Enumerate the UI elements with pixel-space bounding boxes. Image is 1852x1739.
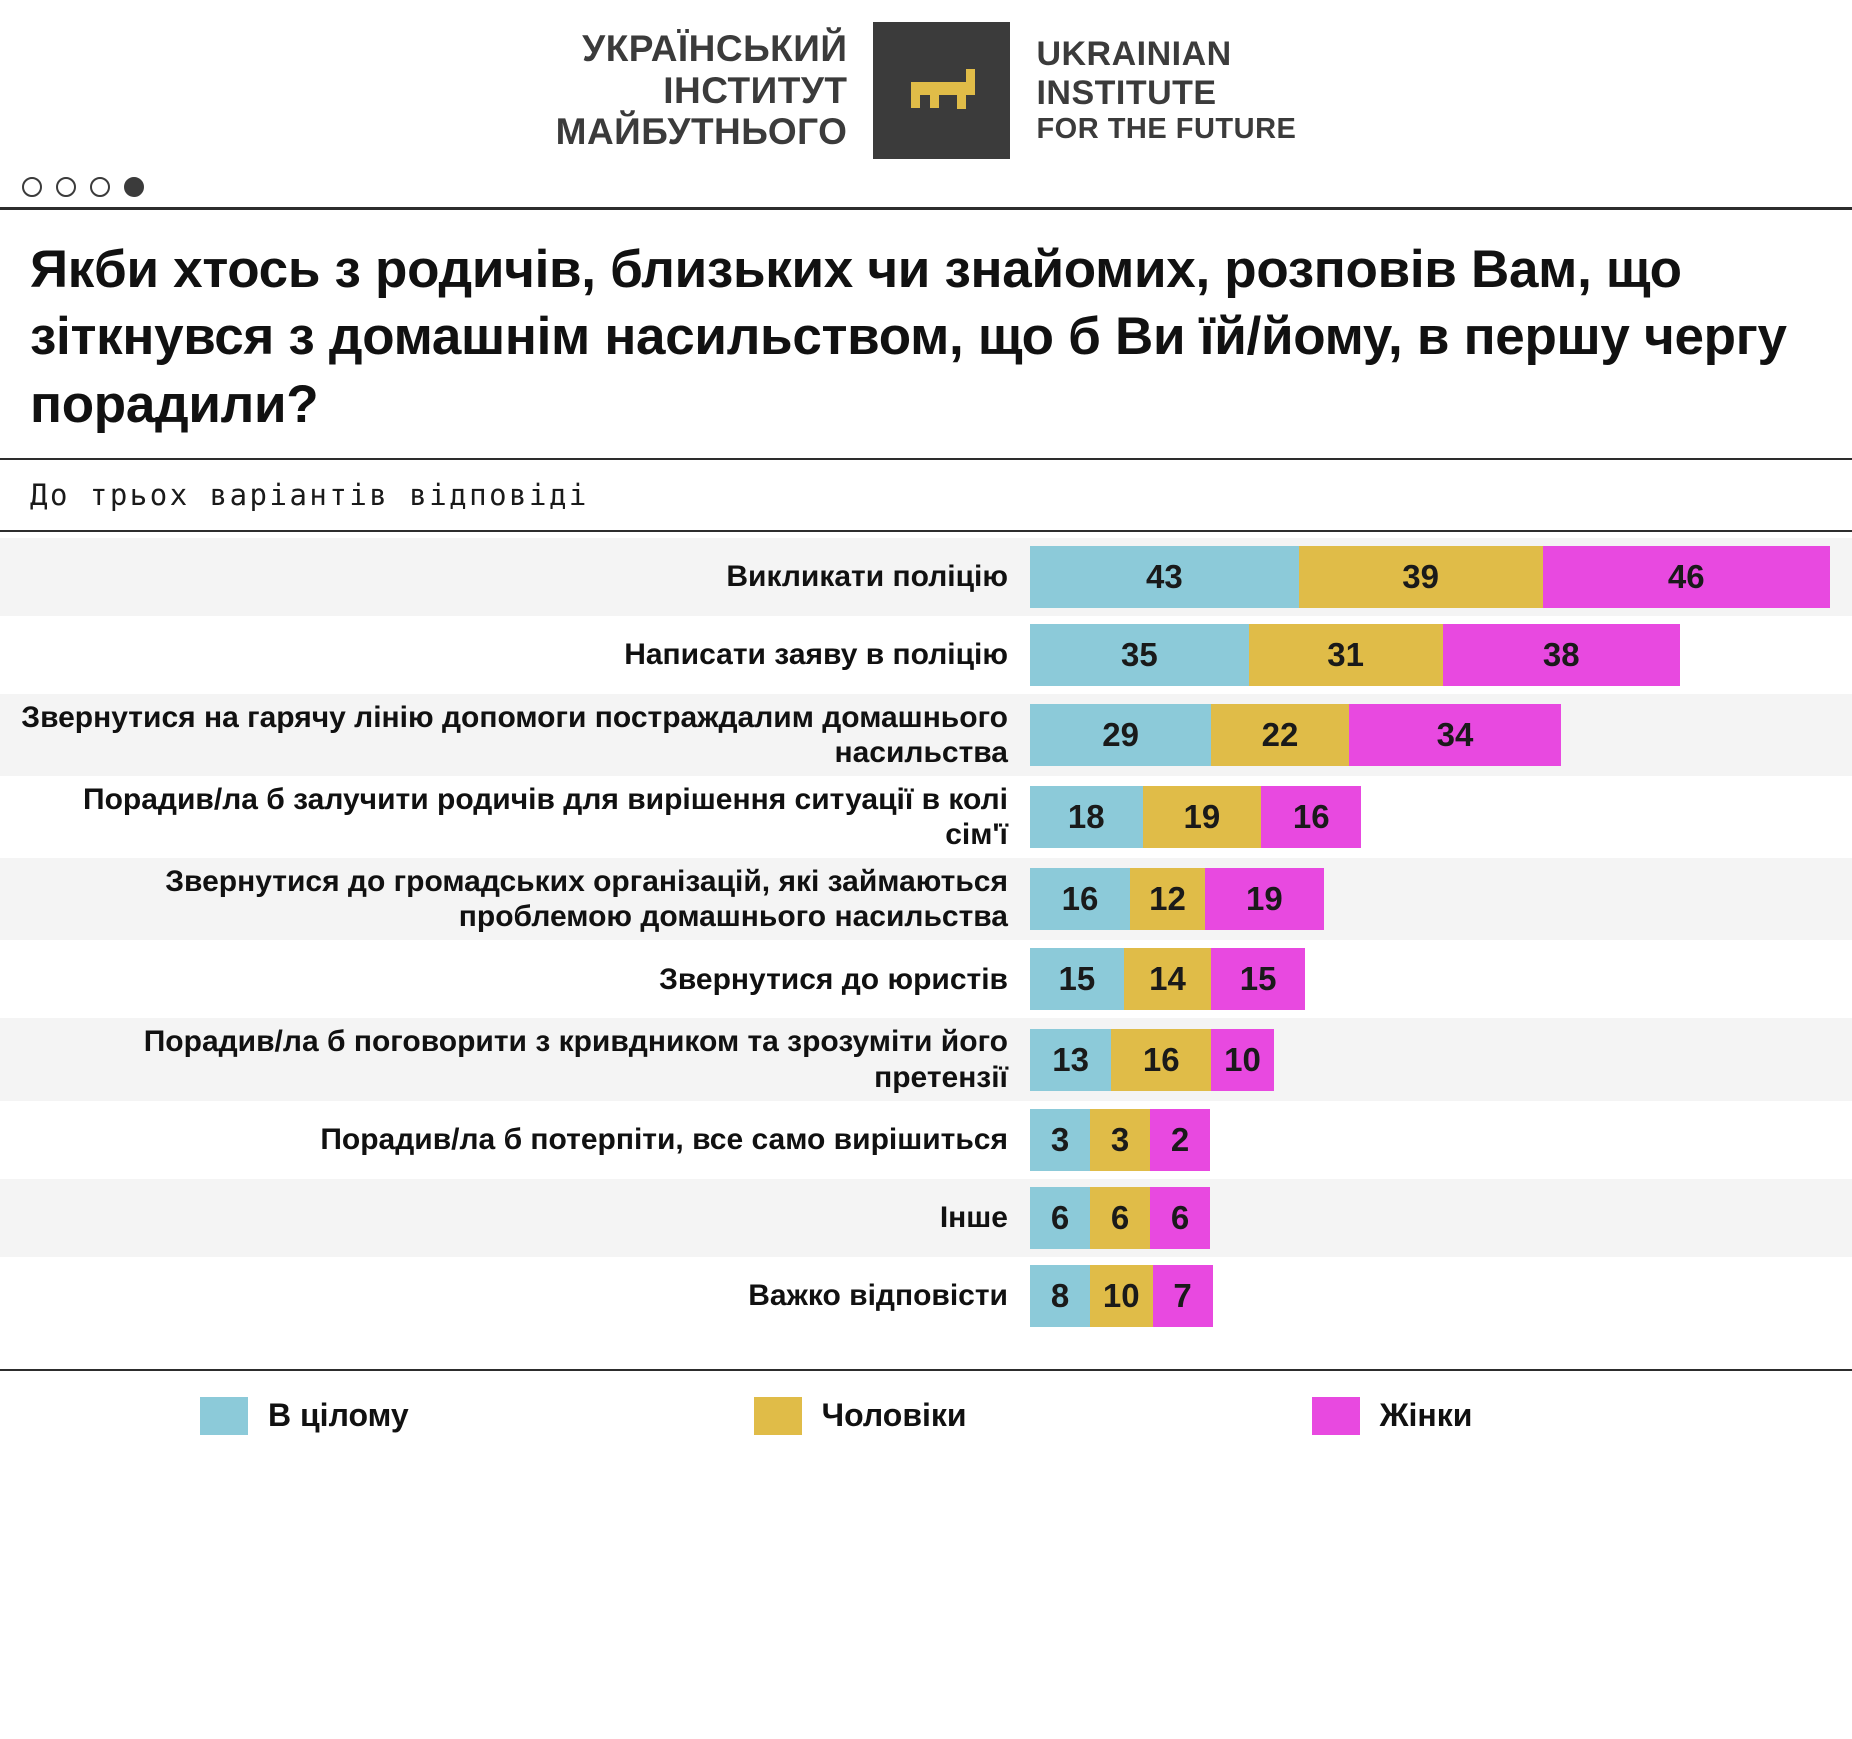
bar-segment-3 xyxy=(1150,1109,1210,1171)
bar-segment-3 xyxy=(1443,624,1681,686)
chart-row xyxy=(0,940,1852,1018)
bar-value: 2 xyxy=(1170,1120,1190,1158)
bar-value: 16 xyxy=(1292,798,1330,836)
bar-segment-1 xyxy=(1030,948,1124,1010)
bar-segment-2 xyxy=(1090,1109,1150,1171)
bar-segment-3 xyxy=(1153,1265,1213,1327)
bar-value: 16 xyxy=(1142,1040,1180,1078)
bar-value: 18 xyxy=(1067,798,1105,836)
bar-value: 15 xyxy=(1058,960,1096,998)
legend-wrap xyxy=(0,1369,1852,1465)
bar-value: 3 xyxy=(1050,1120,1070,1158)
bar-segment-3 xyxy=(1150,1187,1210,1249)
bar-segment-1 xyxy=(1030,1029,1111,1091)
bar-value: 22 xyxy=(1261,715,1299,753)
bar-segment-3 xyxy=(1543,546,1831,608)
bar-segment-1 xyxy=(1030,1187,1090,1249)
legend-swatch-icon xyxy=(754,1397,802,1435)
progress-dot-3 xyxy=(90,177,110,197)
bar-segment-2 xyxy=(1299,546,1543,608)
progress-dot-2 xyxy=(56,177,76,197)
subtitle: До трьох варіантів відповіді xyxy=(30,477,589,512)
legend-swatch-icon xyxy=(200,1397,248,1435)
bar-segment-1 xyxy=(1030,786,1143,848)
chart-row-label: Порадив/ла б залучити родичів для вирішення ситуації в колі сім'ї xyxy=(83,783,1008,852)
bar-value: 16 xyxy=(1061,880,1099,918)
bar-value: 46 xyxy=(1667,557,1705,595)
brand-name-en-line-1: UKRAINIAN xyxy=(1036,34,1232,73)
chart-row-label: Звернутися до громадських організацій, які займаються проблемою домашнього насильства xyxy=(165,865,1008,934)
bar-segment-2 xyxy=(1211,704,1349,766)
chart-row-label: Звернутися до юристів xyxy=(659,962,1008,996)
chart-row-bars xyxy=(1030,1018,1852,1100)
legend-label: Чоловіки xyxy=(821,1397,967,1434)
bar-segment-2 xyxy=(1124,948,1212,1010)
bar-value: 10 xyxy=(1224,1040,1261,1078)
legend-item xyxy=(754,1397,967,1435)
bar-chart xyxy=(0,532,1852,1335)
bar-segment-1 xyxy=(1030,1265,1090,1327)
chart-row-bars xyxy=(1030,776,1852,858)
bar-value: 15 xyxy=(1239,960,1277,998)
legend-label: Жінки xyxy=(1379,1397,1473,1434)
chart-legend xyxy=(0,1371,1852,1465)
legend-swatch-icon xyxy=(1312,1397,1360,1435)
chart-row xyxy=(0,1257,1852,1335)
brand-name-ua-line-3: МАЙБУТНЬОГО xyxy=(555,111,848,153)
bar-segment-2 xyxy=(1143,786,1262,848)
bar-value: 10 xyxy=(1102,1276,1140,1314)
brand-name-ua xyxy=(556,28,848,152)
chart-row-bars xyxy=(1030,538,1852,616)
brand-name-ua-line-1: УКРАЇНСЬКИЙ xyxy=(582,28,848,70)
chart-row-label: Інше xyxy=(939,1201,1008,1235)
chart-row xyxy=(0,1179,1852,1257)
chart-row-bars xyxy=(1030,1257,1852,1335)
bar-segment-2 xyxy=(1090,1265,1153,1327)
bar-segment-3 xyxy=(1349,704,1562,766)
chart-row-bars xyxy=(1030,616,1852,694)
bar-segment-3 xyxy=(1211,1029,1274,1091)
brand-name-en-line-3: FOR THE FUTURE xyxy=(1036,112,1297,145)
chart-row-label: Звернутися на гарячу лінію допомоги постраждалим домашнього насильства xyxy=(21,700,1008,769)
chart-row-bars xyxy=(1030,1179,1852,1257)
bar-segment-1 xyxy=(1030,624,1249,686)
bar-value: 6 xyxy=(1050,1198,1070,1236)
chart-row-bars xyxy=(1030,940,1852,1018)
bar-segment-1 xyxy=(1030,546,1299,608)
chart-row xyxy=(0,776,1852,858)
bar-value: 19 xyxy=(1246,880,1283,918)
progress-dot-1 xyxy=(22,177,42,197)
bar-value: 39 xyxy=(1402,557,1439,595)
chart-row-bars xyxy=(1030,1101,1852,1179)
chart-row xyxy=(0,1018,1852,1100)
bar-segment-2 xyxy=(1130,868,1205,930)
bar-segment-2 xyxy=(1249,624,1443,686)
chart-row-label: Порадив/ла б потерпіти, все само вирішиться xyxy=(320,1123,1008,1157)
progress-dot-4 xyxy=(124,177,144,197)
chart-row xyxy=(0,858,1852,940)
bar-value: 8 xyxy=(1050,1276,1070,1314)
bar-segment-2 xyxy=(1090,1187,1150,1249)
brand-logo xyxy=(0,0,1852,169)
bar-value: 19 xyxy=(1183,798,1221,836)
bar-value: 12 xyxy=(1149,880,1186,918)
bar-segment-1 xyxy=(1030,704,1211,766)
chart-row-bars xyxy=(1030,694,1852,776)
chart-row xyxy=(0,538,1852,616)
legend-item xyxy=(200,1397,409,1435)
bar-value: 6 xyxy=(1110,1198,1130,1236)
bar-value: 13 xyxy=(1052,1040,1089,1078)
bar-segment-1 xyxy=(1030,1109,1090,1171)
chart-row xyxy=(0,1101,1852,1179)
bar-value: 35 xyxy=(1121,635,1158,673)
bar-value: 14 xyxy=(1149,960,1186,998)
bar-value: 38 xyxy=(1542,635,1580,673)
bar-segment-1 xyxy=(1030,868,1130,930)
bar-value: 43 xyxy=(1146,557,1183,595)
bar-segment-2 xyxy=(1111,1029,1211,1091)
chart-row xyxy=(0,616,1852,694)
chart-row-label: Викликати поліцію xyxy=(726,560,1008,594)
chart-row-label: Написати заяву в поліцію xyxy=(624,638,1008,672)
chart-row-label: Важко відповісти xyxy=(748,1279,1008,1313)
key-icon xyxy=(873,22,1010,159)
chart-row xyxy=(0,694,1852,776)
bar-value: 3 xyxy=(1110,1120,1130,1158)
bar-value: 7 xyxy=(1173,1276,1192,1314)
progress-dots xyxy=(0,169,1852,207)
brand-name-en-line-2: INSTITUTE xyxy=(1036,73,1217,112)
brand-name-en xyxy=(1036,35,1296,147)
bar-value: 6 xyxy=(1170,1198,1190,1236)
bar-value: 31 xyxy=(1327,635,1364,673)
bar-segment-3 xyxy=(1211,948,1305,1010)
bar-value: 29 xyxy=(1102,715,1139,753)
chart-row-bars xyxy=(1030,858,1852,940)
bar-segment-3 xyxy=(1261,786,1361,848)
chart-row-label: Порадив/ла б поговорити з кривдником та зрозуміти його претензії xyxy=(143,1025,1008,1094)
bar-segment-3 xyxy=(1205,868,1324,930)
page-title: Якби хтось з родичів, близьких чи знайомих, розповів Вам, що зіткнувся з домашнім насильством, що б Ви їй/йому, в першу чергу порадили? xyxy=(30,240,1787,434)
legend-label: В цілому xyxy=(268,1397,409,1434)
bar-value: 34 xyxy=(1436,715,1474,753)
brand-name-ua-line-2: ІНСТИТУТ xyxy=(663,69,848,111)
legend-item xyxy=(1312,1397,1473,1435)
